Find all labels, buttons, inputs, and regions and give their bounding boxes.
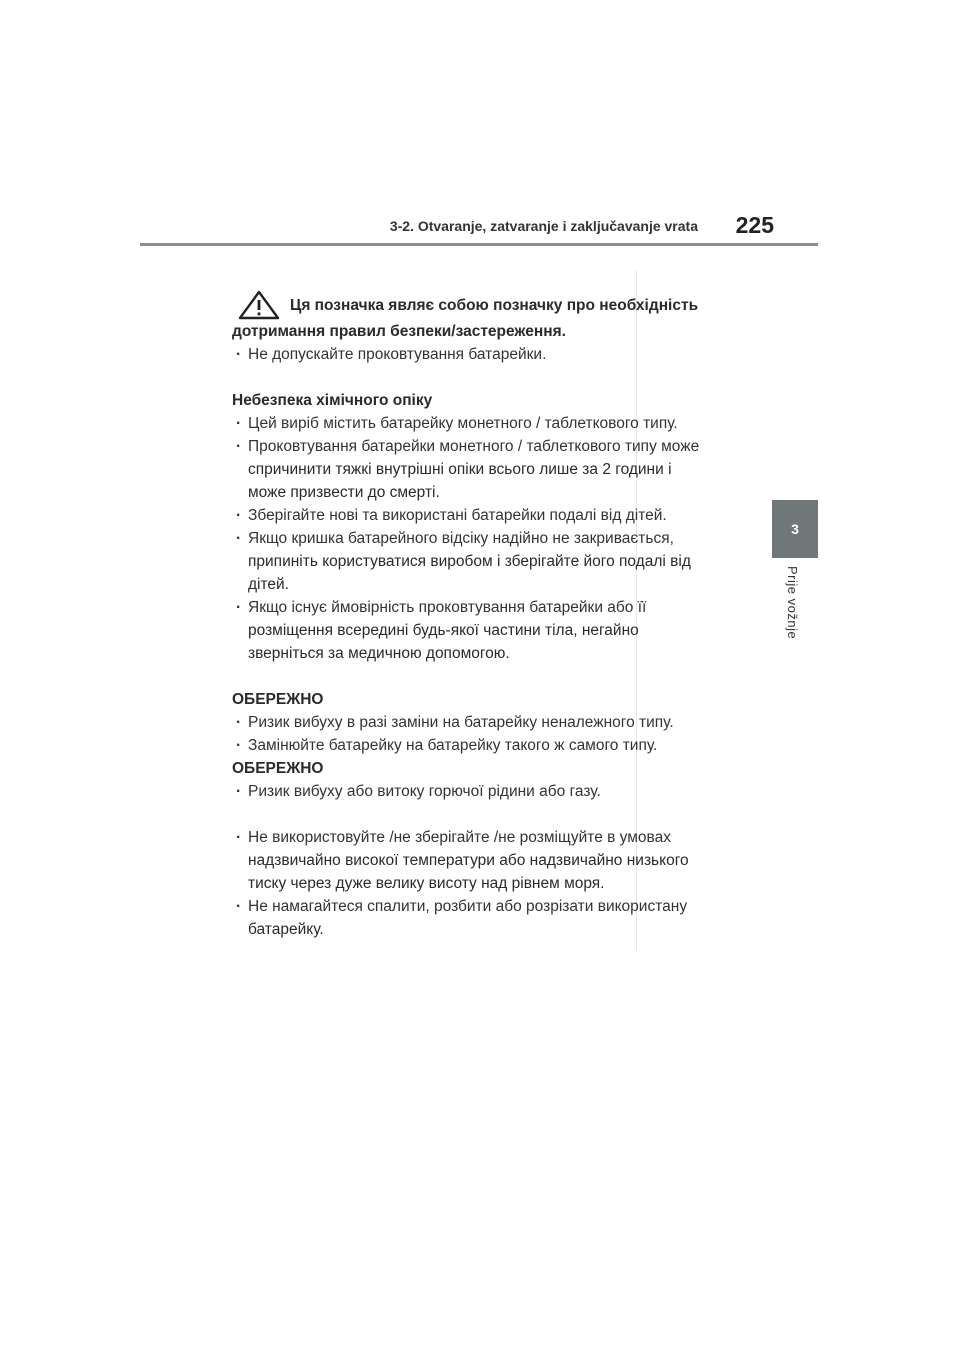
list-item: · Зберігайте нові та використані батарейки подалі від дітей.: [236, 507, 667, 524]
list-item: · Замінюйте батарейку на батарейку такого ж самого типу.: [236, 737, 658, 754]
list-item-cont: розміщення всередині будь-якої частини тіла, негайно: [248, 622, 639, 639]
warning-title-line2: дотримання правил безпеки/застереження.: [232, 323, 566, 340]
list-item: · Якщо кришка батарейного відсіку надійно не закривається,: [236, 530, 674, 547]
list-item-cont: батарейку.: [248, 921, 324, 938]
page-number: 225: [735, 212, 774, 238]
page-header: [140, 212, 818, 244]
list-item: · Не допускайте проковтування батарейки.: [236, 346, 547, 363]
warning-triangle-icon: [236, 290, 282, 320]
chapter-title: Prije vožnje: [785, 566, 800, 640]
caution-heading: ОБЕРЕЖНО: [232, 760, 324, 777]
list-item-cont: надзвичайно високої температури або надзвичайно низького: [248, 852, 689, 869]
warning-title-row: [232, 290, 722, 320]
list-item-cont: дітей.: [248, 576, 289, 593]
list-item: · Ризик вибуху в разі заміни на батарейку неналежного типу.: [236, 714, 674, 731]
list-item: · Не намагайтеся спалити, розбити або розрізати використану: [236, 898, 688, 915]
list-item: · Не використовуйте /не зберігайте /не розміщуйте в умовах: [236, 829, 671, 846]
list-item: · Цей виріб містить батарейку монетного / таблеткового типу.: [236, 415, 678, 432]
caution-heading: ОБЕРЕЖНО: [232, 691, 324, 708]
list-item-cont: може призвести до смерті.: [248, 484, 440, 501]
list-item-cont: тиску через дуже велику висоту над рівнем моря.: [248, 875, 605, 892]
chapter-tab: [772, 500, 818, 558]
list-item: · Ризик вибуху або витоку горючої рідини або газу.: [236, 783, 601, 800]
chemical-heading: Небезпека хімічного опіку: [232, 392, 433, 409]
list-item: · Проковтування батарейки монетного / таблеткового типу може: [236, 438, 700, 455]
header-divider: [140, 243, 818, 246]
main-content: [232, 290, 722, 941]
list-item-cont: зверніться за медичною допомогою.: [248, 645, 510, 662]
list-item: · Якщо існує ймовірність проковтування батарейки або її: [236, 599, 647, 616]
list-item-cont: спричинити тяжкі внутрішні опіки всього лише за 2 години і: [248, 461, 672, 478]
section-title: 3-2. Otvaranje, zatvaranje i zaključavanje vrata: [389, 218, 698, 234]
chapter-number: 3: [791, 521, 799, 537]
list-item-cont: припиніть користуватися виробом і зберігайте його подалі від: [248, 553, 691, 570]
warning-title-line1: Ця позначка являє собою позначку про необхідність: [290, 296, 699, 314]
